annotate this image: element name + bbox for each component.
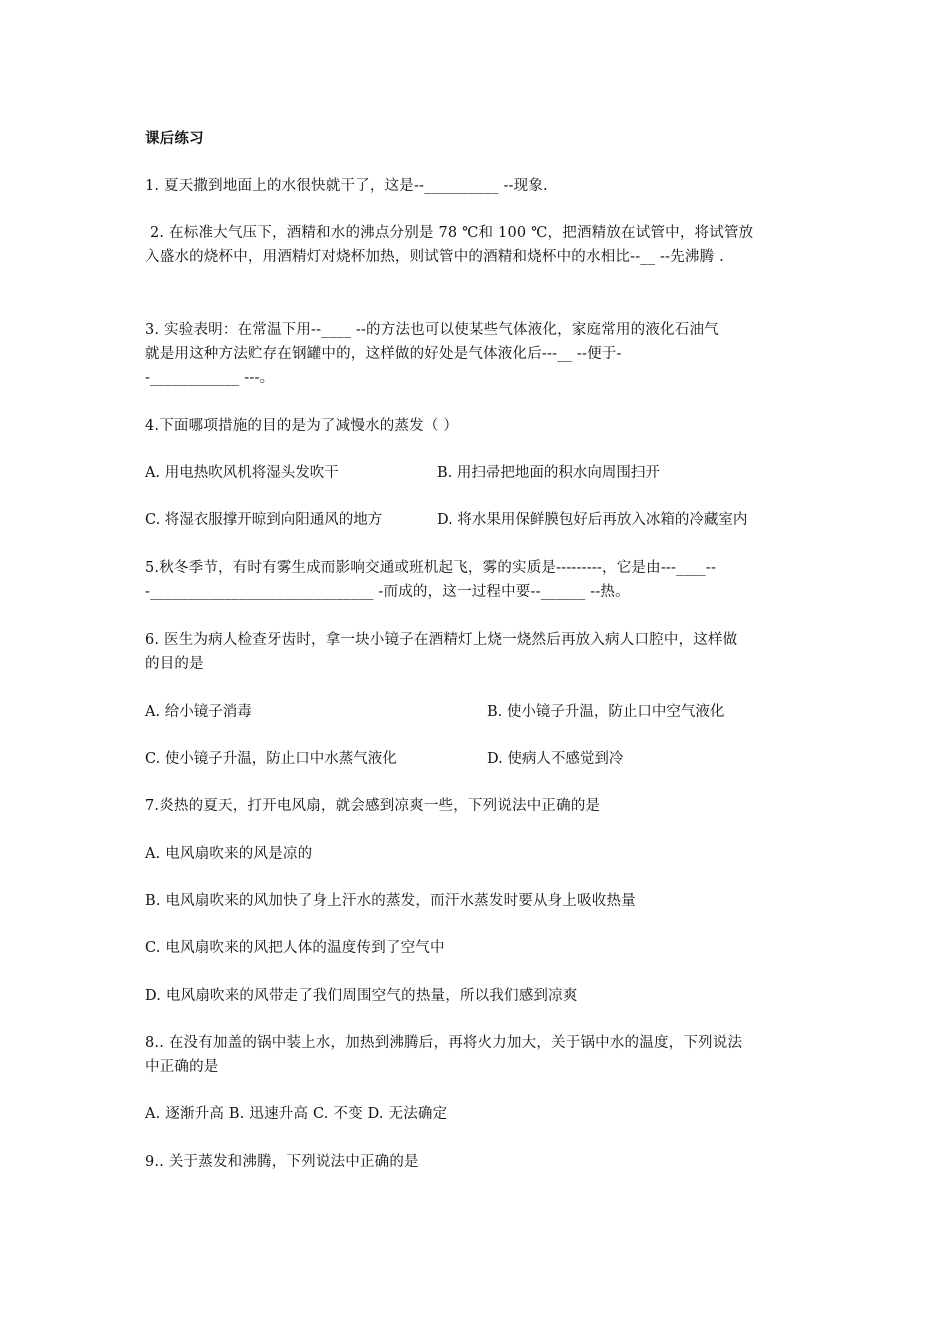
question-8-line-1: 8.. 在没有加盖的锅中装上水，加热到沸腾后，再将火力加大，关于锅中水的温度，下列说法 bbox=[145, 1035, 743, 1051]
question-4-option-c: C. 将湿衣服撑开晾到向阳通风的地方 bbox=[145, 512, 383, 528]
question-4-option-a: A. 用电热吹风机将湿头发吹干 bbox=[145, 465, 339, 481]
question-8-options: A. 逐渐升高 B. 迅速升高 C. 不变 D. 无法确定 bbox=[145, 1106, 448, 1122]
question-3-line-3: -____________ ---。 bbox=[145, 370, 275, 386]
question-4-option-d: D. 将水果用保鲜膜包好后再放入冰箱的冷藏室内 bbox=[437, 512, 748, 528]
question-7: 7.炎热的夏天，打开电风扇，就会感到凉爽一些，下列说法中正确的是 bbox=[145, 798, 601, 814]
question-4: 4.下面哪项措施的目的是为了减慢水的蒸发（ ） bbox=[145, 418, 459, 434]
page-title: 课后练习 bbox=[145, 130, 204, 147]
question-2-line-2: 入盛水的烧杯中，用酒精灯对烧杯加热，则试管中的酒精和烧杯中的水相比--__ --先沸腾 . bbox=[145, 249, 724, 265]
question-5-line-2: -______________________________ -而成的，这一过程中要--______ --热。 bbox=[145, 584, 630, 600]
question-4-option-b: B. 用扫帚把地面的积水向周围扫开 bbox=[437, 465, 660, 481]
question-6-line-2: 的目的是 bbox=[145, 656, 204, 672]
question-6-option-a: A. 给小镜子消毒 bbox=[145, 704, 252, 720]
question-3-line-1: 3. 实验表明：在常温下用--____ --的方法也可以使某些气体液化，家庭常用的液化石油气 bbox=[145, 322, 719, 338]
question-6-option-c: C. 使小镜子升温，防止口中水蒸气液化 bbox=[145, 751, 397, 767]
question-7-option-a: A. 电风扇吹来的风是凉的 bbox=[145, 846, 313, 862]
question-8-line-2: 中正确的是 bbox=[145, 1059, 219, 1075]
question-7-option-c: C. 电风扇吹来的风把人体的温度传到了空气中 bbox=[145, 940, 445, 956]
question-3-line-2: 就是用这种方法贮存在钢罐中的，这样做的好处是气体液化后---__ --便于- bbox=[145, 346, 622, 362]
question-2-line-1: 2. 在标准大气压下，酒精和水的沸点分别是 78 ℃和 100 ℃，把酒精放在试管中，将试管放 bbox=[150, 225, 754, 241]
question-6-line-1: 6. 医生为病人检查牙齿时，拿一块小镜子在酒精灯上烧一烧然后再放入病人口腔中，这样做 bbox=[145, 632, 738, 648]
question-7-option-b: B. 电风扇吹来的风加快了身上汗水的蒸发，而汗水蒸发时要从身上吸收热量 bbox=[145, 893, 636, 909]
question-6-option-b: B. 使小镜子升温，防止口中空气液化 bbox=[487, 704, 725, 720]
question-7-option-d: D. 电风扇吹来的风带走了我们周围空气的热量，所以我们感到凉爽 bbox=[145, 988, 578, 1004]
question-9: 9.. 关于蒸发和沸腾，下列说法中正确的是 bbox=[145, 1154, 419, 1170]
question-1: 1. 夏天撒到地面上的水很快就干了，这是--__________ --现象. bbox=[145, 178, 548, 194]
question-5-line-1: 5.秋冬季节，有时有雾生成而影响交通或班机起飞，雾的实质是---------，它是由---____-- bbox=[145, 560, 717, 576]
question-6-option-d: D. 使病人不感觉到冷 bbox=[487, 751, 624, 767]
